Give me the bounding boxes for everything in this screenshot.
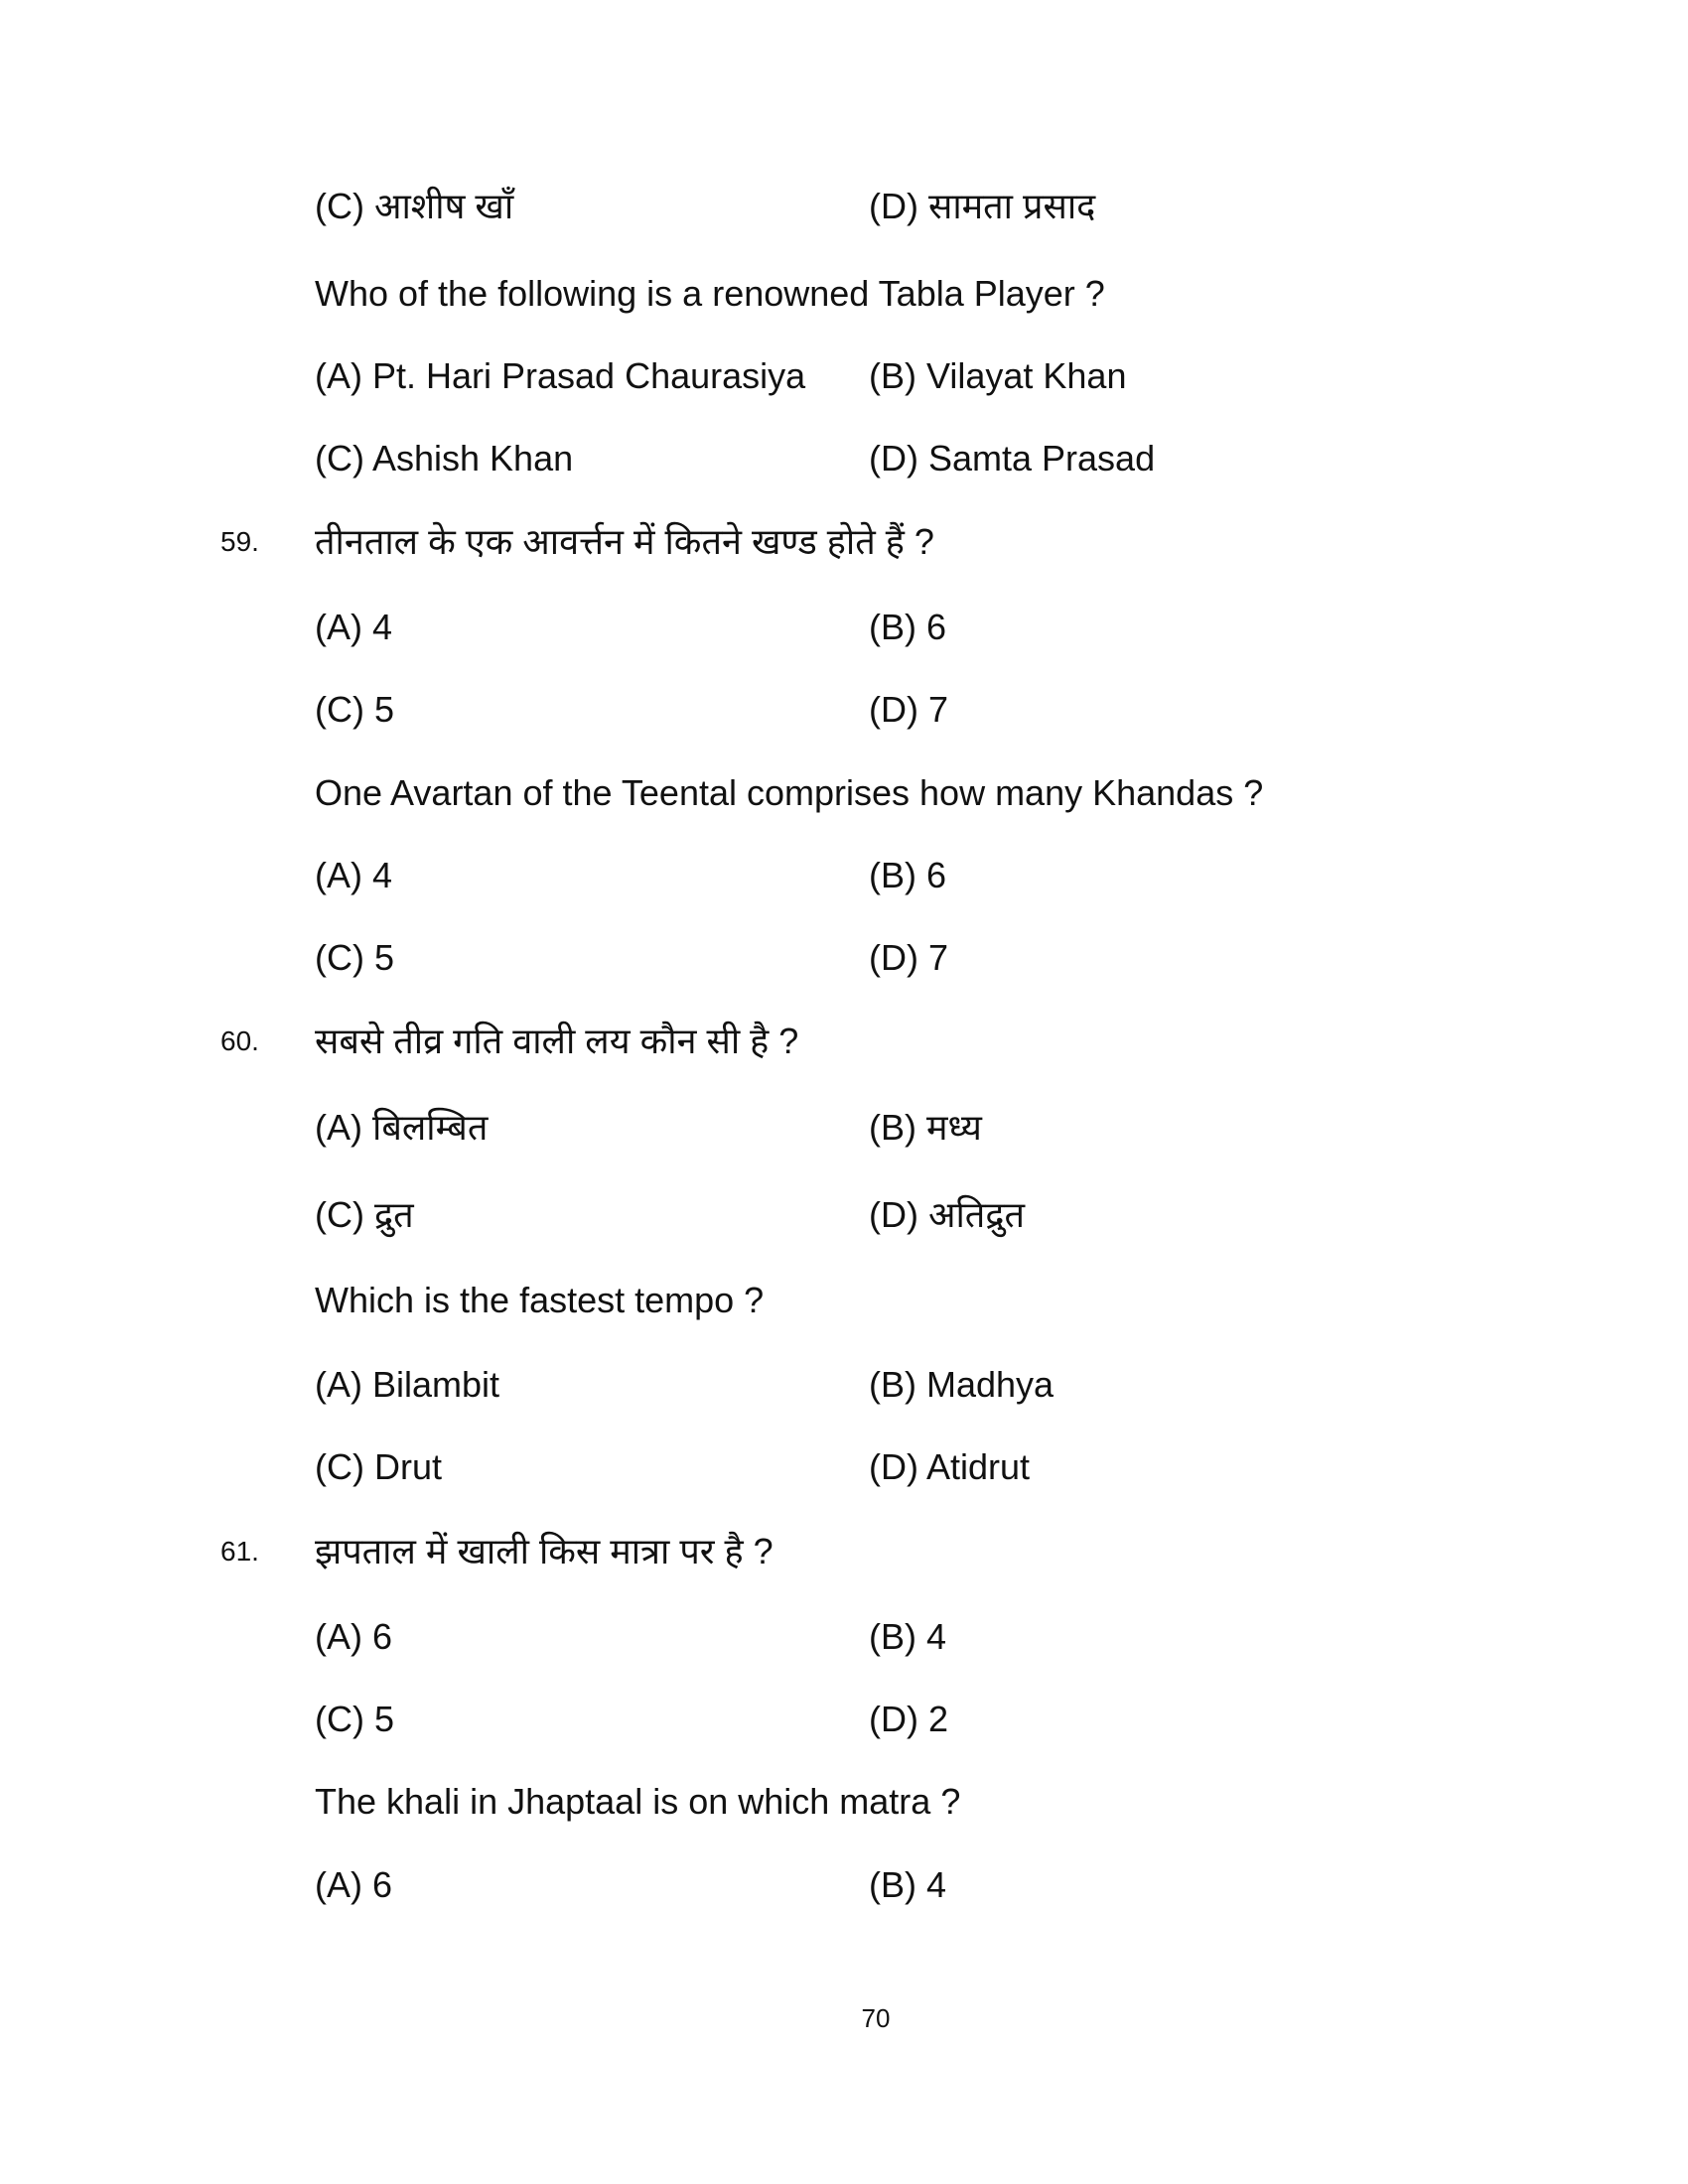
- answer-option: (C) Drut: [315, 1446, 442, 1487]
- question-line: [0, 768, 1688, 818]
- answer-option: (A) बिलम्बित: [315, 1107, 489, 1148]
- options-row: [0, 1860, 1688, 1910]
- options-row: [0, 434, 1688, 483]
- answer-option: (B) मध्य: [869, 1107, 982, 1148]
- question-text: One Avartan of the Teental comprises how many Khandas ?: [315, 772, 1264, 813]
- question-line: [0, 1017, 1688, 1066]
- question-number: 60.: [220, 1025, 259, 1056]
- options-row: [0, 603, 1688, 652]
- page-number: 70: [861, 2003, 891, 2033]
- answer-option: (A) 6: [315, 1616, 393, 1657]
- answer-option: (C) द्रुत: [315, 1194, 414, 1235]
- answer-option: (D) Atidrut: [869, 1446, 1031, 1487]
- question-line: [0, 517, 1688, 567]
- answer-option: (D) अतिद्रुत: [869, 1194, 1025, 1235]
- options-row: [0, 182, 1688, 231]
- answer-option: (A) 4: [315, 855, 393, 895]
- answer-option: (D) 2: [869, 1699, 948, 1739]
- answer-option: (D) 7: [869, 937, 948, 978]
- options-row: [0, 685, 1688, 735]
- options-row: [0, 1360, 1688, 1410]
- answer-option: (B) 4: [869, 1864, 947, 1905]
- answer-option: (C) 5: [315, 689, 394, 730]
- question-line: [0, 269, 1688, 319]
- question-text: The khali in Jhaptaal is on which matra ?: [315, 1781, 961, 1822]
- answer-option: (B) Madhya: [869, 1364, 1055, 1405]
- question-text: तीनताल के एक आवर्त्तन में कितने खण्ड होते हैं ?: [315, 521, 934, 562]
- answer-option: (A) Pt. Hari Prasad Chaurasiya: [315, 355, 806, 396]
- question-text: झपताल में खाली किस मात्रा पर है ?: [315, 1531, 774, 1571]
- options-row: [0, 1190, 1688, 1240]
- answer-option: (C) Ashish Khan: [315, 438, 574, 478]
- answer-option: (B) 4: [869, 1616, 947, 1657]
- answer-option: (B) 6: [869, 855, 947, 895]
- answer-option: (A) Bilambit: [315, 1364, 500, 1405]
- answer-option: (C) 5: [315, 937, 394, 978]
- options-row: [0, 1103, 1688, 1153]
- answer-option: (A) 4: [315, 607, 393, 647]
- options-row: [0, 1442, 1688, 1492]
- answer-option: (A) 6: [315, 1864, 393, 1905]
- options-row: [0, 933, 1688, 983]
- question-line: [0, 1527, 1688, 1576]
- options-row: [0, 351, 1688, 401]
- question-text: Which is the fastest tempo ?: [315, 1280, 765, 1320]
- answer-option: (C) 5: [315, 1699, 394, 1739]
- question-text: Who of the following is a renowned Tabla Player ?: [315, 273, 1105, 314]
- question-line: [0, 1777, 1688, 1827]
- answer-option: (D) सामता प्रसाद: [869, 186, 1096, 226]
- answer-option: (D) Samta Prasad: [869, 438, 1156, 478]
- question-line: [0, 1276, 1688, 1325]
- answer-option: (B) 6: [869, 607, 947, 647]
- options-row: [0, 851, 1688, 900]
- options-row: [0, 1695, 1688, 1744]
- question-number: 61.: [220, 1536, 259, 1567]
- answer-option: (D) 7: [869, 689, 948, 730]
- question-number: 59.: [220, 526, 259, 557]
- options-row: [0, 1612, 1688, 1662]
- question-text: सबसे तीव्र गति वाली लय कौन सी है ?: [315, 1021, 799, 1061]
- answer-option: (B) Vilayat Khan: [869, 355, 1127, 396]
- answer-option: (C) आशीष खाँ: [315, 186, 514, 226]
